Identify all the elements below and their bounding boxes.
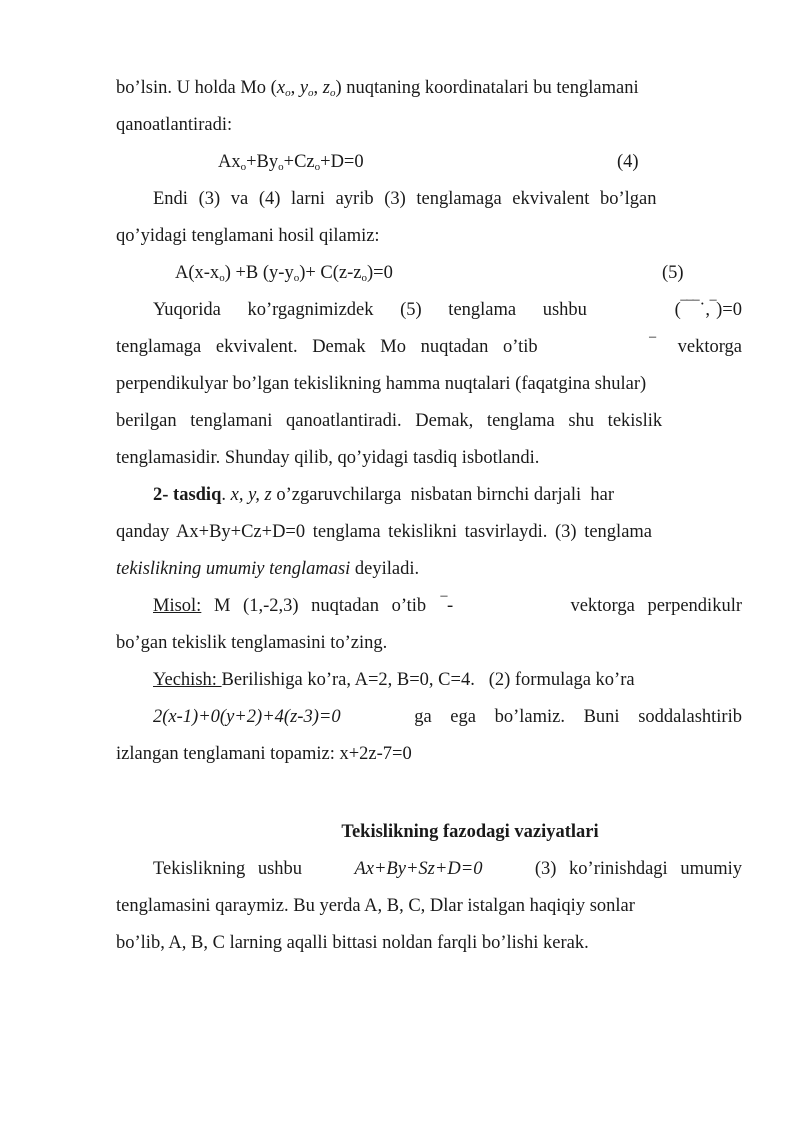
- text-line: bo’lsin. U holda Mo ($x_o$, $y_o$, $z_o$) nuqtaning koordinatalari bu tenglamani: [116, 78, 639, 99]
- text-span: (3) ko’rinishdagi umumiy: [534, 859, 742, 879]
- text-line: tenglamasini qaraymiz. Bu yerda A, B, C, Dlar istalgan haqiqiy sonlar: [116, 896, 635, 916]
- var-y: $y_o$: [299, 78, 314, 99]
- equation-5: $A(x-x_o) +B$ $(y-y_o)+ C(z-z_o)=0$: [175, 263, 393, 284]
- var-x: $x_o$: [276, 78, 291, 99]
- vector-expression: (‾‾‾˙,‾)=0: [674, 300, 742, 320]
- text-line: izlangan tenglamani topamiz: x+2z-7=0: [116, 744, 412, 764]
- text-line: [153, 292, 742, 329]
- text-span: ga ega bo’lamiz. Buni soddalashtirib: [414, 707, 742, 727]
- text-span: Tekislikning ushbu: [153, 859, 303, 879]
- text-line: [153, 699, 742, 736]
- text-line: [153, 851, 742, 888]
- text-line: qo’yidagi tenglamani hosil qilamiz:: [116, 226, 380, 246]
- text-span: perpendikulyar bo’lgan tekislikning hamma nuqtalari (faqatgina shular): [116, 374, 647, 394]
- section-heading: Tekislikning fazodagi vaziyatlari: [341, 822, 599, 842]
- variables: x, y, z: [230, 485, 272, 505]
- text-line: tenglamasidir. Shunday qilib, qo’yidagi tasdiq isbotlandi.: [116, 448, 540, 468]
- text-line: [153, 588, 742, 625]
- equation-4: $Ax_o+By_o+Cz_o+D=0$: [218, 152, 364, 173]
- text-line: [116, 366, 742, 403]
- text-line: 2- tasdiq. x, y, z o’zgaruvchilarga nisbatan birnchi darjali har: [153, 485, 615, 505]
- equation-inline: Ax+By+Sz+D=0: [354, 859, 483, 879]
- solution-label: Yechish:: [153, 670, 222, 690]
- text-span: ) nuqtaning koordinatalari bu tenglamani: [335, 78, 639, 98]
- text-span: ‾ vektorga: [649, 337, 742, 357]
- theorem-label: 2- tasdiq: [153, 485, 222, 505]
- equation-number: (5): [662, 263, 684, 283]
- text-line: bo’lib, A, B, C larning aqalli bittasi noldan farqli bo’lishi kerak.: [116, 933, 589, 953]
- text-line: [153, 662, 742, 699]
- vector-symbol: ‾: [649, 337, 656, 357]
- text-span: o’zgaruvchilarga nisbatan birnchi darjali har: [276, 485, 615, 505]
- example-label: Misol:: [153, 596, 202, 616]
- text-span: qanday Ax+By+Cz+D=0 tenglama tekislikni tasvirlaydi. (3) tenglama: [116, 522, 652, 542]
- italic-term: tekislikning umumiy tenglamasi: [116, 559, 351, 579]
- text-span: Yuqorida ko’rgagnimizdek (5) tenglama ushbu: [153, 300, 587, 320]
- text-span: M (1,-2,3) nuqtadan o’tib: [213, 596, 427, 616]
- text-line: [153, 181, 742, 218]
- text-span: vektorga perpendikulr: [570, 596, 742, 616]
- text-span: Endi (3) va (4) larni ayrib (3) tenglamaga ekvivalent bo’lgan: [153, 189, 657, 209]
- text-span: berilgan tenglamani qanoatlantiradi. Demak, tenglama shu tekislik: [116, 411, 663, 431]
- text-line: bo’gan tekislik tenglamasini to’zing.: [116, 633, 388, 653]
- text-line: [116, 514, 742, 551]
- text-line: qanoatlantiradi:: [116, 115, 233, 135]
- text-span: tenglamaga ekvivalent. Demak Mo nuqtadan o’tib: [116, 337, 538, 357]
- text-line: [116, 329, 742, 366]
- text-line: tekislikning umumiy tenglamasi deyiladi.: [116, 559, 420, 579]
- equation-inline: 2(x-1)+0(y+2)+4(z-3)=0: [153, 707, 341, 727]
- var-z: $z_o$: [322, 78, 336, 99]
- equation-number: (4): [617, 152, 639, 172]
- text-span: bo’lsin. U holda Mo (: [116, 78, 277, 98]
- vector-symbol: ‾-: [440, 596, 454, 616]
- text-line: [116, 403, 742, 440]
- text-span: Berilishiga ko’ra, A=2, B=0, C=4. (2) formulaga ko’ra: [221, 670, 635, 690]
